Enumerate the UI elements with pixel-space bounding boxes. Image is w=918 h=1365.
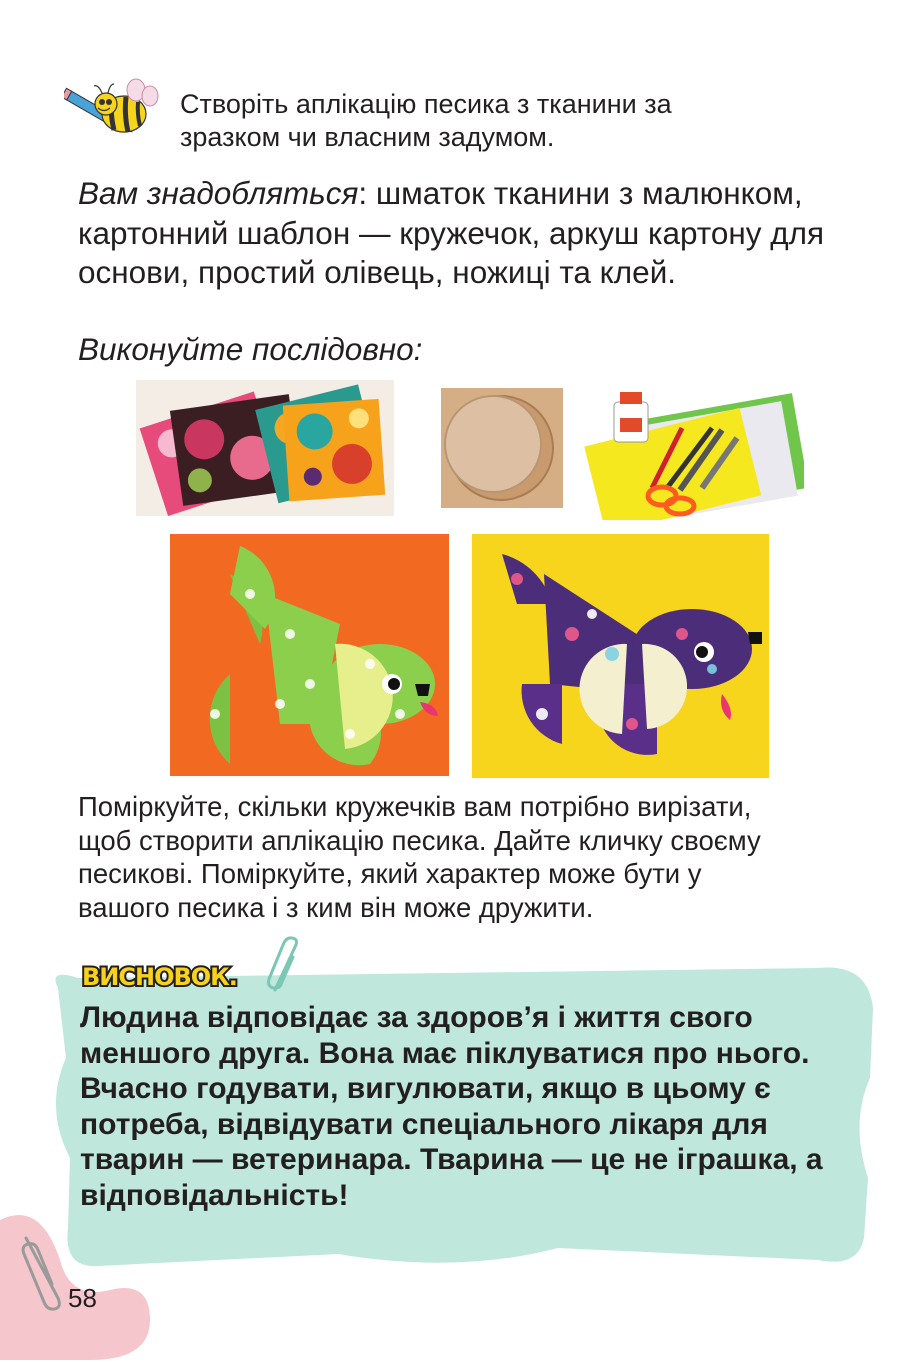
steps-heading: Виконуйте послідовно:: [78, 331, 423, 367]
fabric-pieces-photo: [136, 380, 394, 516]
think-line-3: песикові. Поміркуйте, який характер може бути у: [78, 858, 702, 889]
think-line-2: щоб створити аплікацію песика. Дайте кличку своєму: [78, 824, 761, 856]
page-number: 58: [68, 1283, 97, 1313]
conclusion-badge-text: ВИСНОВОК.: [82, 963, 237, 991]
materials-label: Вам знадобляться: [78, 175, 359, 211]
dog-applique-orange-photo: [170, 534, 449, 776]
materials-text: : шматок тканини з малюнком, картонний шаблон — кружечок, аркуш картону для основи, простий олівець, ножиці та клей.: [78, 175, 825, 290]
conclusion-badge: [78, 955, 258, 995]
materials-paragraph: [78, 174, 858, 293]
paperclip-icon: [265, 935, 305, 995]
conclusion-text: Людина відповідає за здоров’я і життя свого меншого друга. Вона має піклуватися про нього. Вчасно годувати, вигулювати, якщо в цьому є потреба, відвідувати спеціального лікаря для тварин — ветеринара. Тварина — це не іграшка, а відповідальність!: [80, 1001, 823, 1212]
think-paragraph: [78, 790, 878, 924]
cardboard-circle-photo: [441, 388, 563, 508]
paperclip-icon: [18, 1232, 68, 1312]
task-line-2: зразком чи власним задумом.: [180, 122, 555, 152]
tools-photo: [582, 388, 804, 520]
think-line-1: Поміркуйте, скільки кружечків вам потрібно вирізати,: [78, 791, 752, 822]
dog-applique-yellow-photo: [472, 534, 769, 778]
task-instruction: [180, 88, 780, 154]
task-line-1: Створіть аплікацію песика з тканини за: [180, 89, 672, 119]
bee-icon: [64, 78, 164, 158]
think-line-4: вашого песика і з ким він може дружити.: [78, 891, 594, 923]
